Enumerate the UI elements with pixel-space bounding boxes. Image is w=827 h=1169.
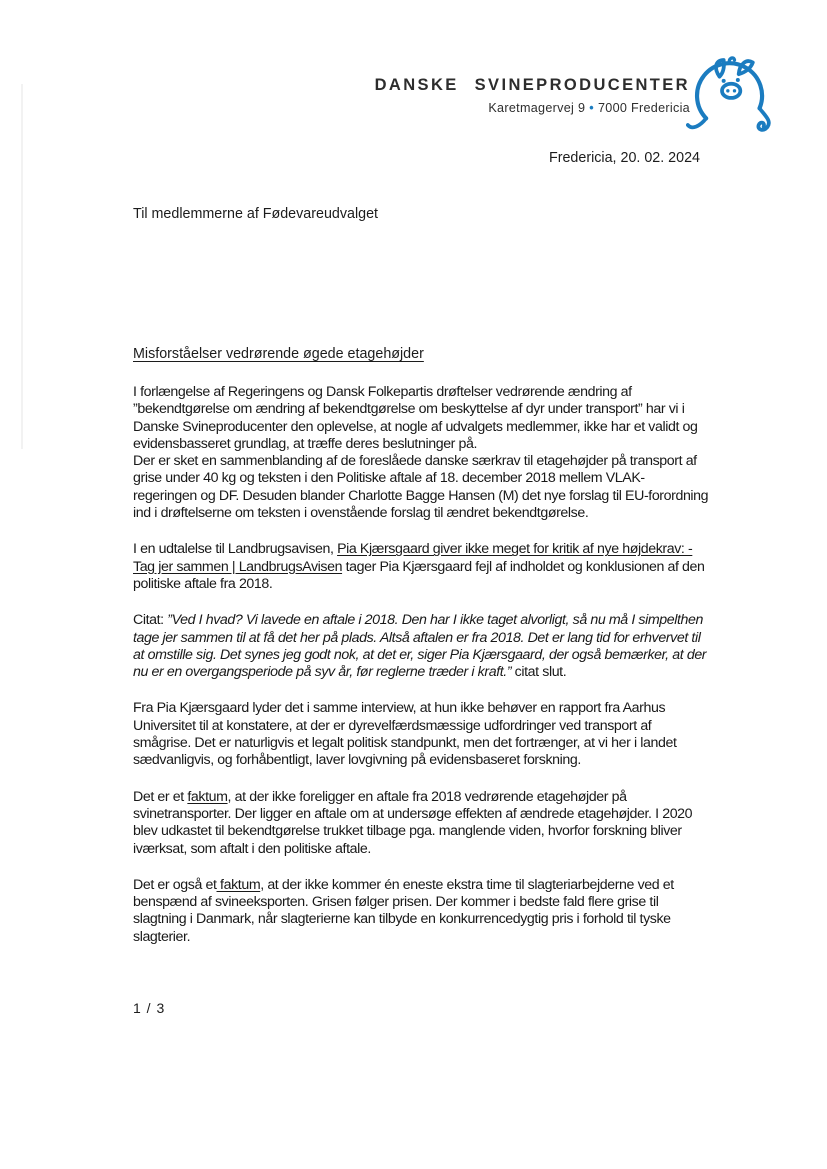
paragraph-1-text: I forlængelse af Regeringens og Dansk Folkepartis drøftelser vedrørende ændring af ”bekendtgørelse om ændring af bekendtgørelse om beskyttelse af dyr under transport” har vi i Danske Svineproducenter den oplevelse, at nogle af udvalgets medlemmer, ikke har et validt og evidensbasseret grundlag, at træffe deres beslutninger på. xyxy=(133,384,698,452)
paragraph-2-text: Der er sket en sammenblanding af de foreslåede danske særkrav til etagehøjder på transport af grise under 40 kg og teksten i den Politiske aftale af 18. december 2018 mellem VLAK- regeringen og DF. Desuden blander Charlotte Bagge Hansen (M) det nye forslag til EU-forordning ind i drøftelserne om teksten i ovenstående forslag til ændret bekendtgørelse. xyxy=(133,453,709,522)
paragraph-3-pre: I en udtalelse til Landbrugsavisen, xyxy=(133,541,338,558)
dateline: Fredericia, 20. 02. 2024 xyxy=(548,150,700,166)
quote-lead-in: Citat: xyxy=(133,612,168,629)
paragraph-6 xyxy=(133,789,711,858)
paragraph-7 xyxy=(133,877,711,946)
quote-end: citat slut. xyxy=(511,664,567,681)
paragraph-3-post: tager Pia Kjærsgaard fejl af indholdet og konklusionen af den politiske aftale fra 2018. xyxy=(133,558,705,592)
paragraph-7-underline: faktum xyxy=(216,876,261,893)
paragraph-6-pre: Det er et xyxy=(133,788,188,805)
paragraph-4 xyxy=(133,612,711,681)
org-address-city: 7000 Fredericia xyxy=(597,101,690,115)
page-number: 1 / 3 xyxy=(133,1000,166,1016)
article-link-text: Pia Kjærsgaard giver ikke meget for kritik af nye højdekrav: - Tag jer sammen | LandbrugsAvisen xyxy=(133,541,693,575)
recipient-line: Til medlemmerne af Fødevareudvalget xyxy=(133,206,379,222)
paragraph-5-text: Fra Pia Kjærsgaard lyder det i samme interview, at hun ikke behøver en rapport fra Aarhus Universitet til at konstatere, at der er dyrevelfærdsmæssige udfordringer ved transport af smågrise. Det er naturligvis et legalt politisk standpunkt, men det fortrænger, at vi her i landet sædvanligvis, og forhåbentligt, laver lovgivning på evidensbaseret forskning. xyxy=(133,700,677,769)
letter-heading: Misforståelser vedrørende øgede etagehøjder xyxy=(133,346,424,362)
org-address-street: Karetmagervej 9 xyxy=(488,101,586,115)
quote-text: ”Ved I hvad? Vi lavede en aftale i 2018. Den har I ikke taget alvorligt, så nu må I simpelthen tage jer sammen til at få det her på plads. Altså aftalen er fra 2018. Det er lang tid for erhvervet til at omstille sig. Det synes jeg godt nok, at det er, siger Pia Kjærsgaard, der også bemærker, at der nu er en overgangsperiode på syv år, før reglerne træder i kraft.” xyxy=(133,612,707,681)
bullet-separator: • xyxy=(589,101,594,115)
paragraph-7-post: , at der ikke kommer én eneste ekstra time til slagteriarbejderne ved et benspænd af svineeksporten. Grisen følger prisen. Der kommer i bedste fald flere grise til slagtning i Danmark, når slagterierne kan tilbyde en konkurrencedygtig pris i forhold til tyske slagterier. xyxy=(133,876,674,945)
letterhead xyxy=(375,76,690,115)
paragraph-7-pre: Det er også et xyxy=(133,876,217,893)
paragraph-6-underline: faktum xyxy=(187,788,228,805)
letter-body xyxy=(133,384,711,965)
paragraph-1 xyxy=(133,384,711,453)
paragraph-2 xyxy=(133,453,711,522)
pig-logo-icon xyxy=(686,50,778,135)
scan-artifact-line xyxy=(21,84,23,449)
paragraph-6-post: , at der ikke foreligger en aftale fra 2018 vedrørende etagehøjder på svinetransporter. Der ligger en aftale om at undersøge effekten af ændrede etagehøjder. I 2020 blev udkastet til bekendtgørelse trukket tilbage pga. manglende viden, hvorfor forskning bliver iværksat, som aftalt i den politiske aftale. xyxy=(133,788,693,857)
org-address xyxy=(375,101,690,115)
paragraph-3 xyxy=(133,541,711,593)
org-name: DANSKE SVINEPRODUCENTER xyxy=(374,76,690,94)
paragraph-5 xyxy=(133,700,711,769)
